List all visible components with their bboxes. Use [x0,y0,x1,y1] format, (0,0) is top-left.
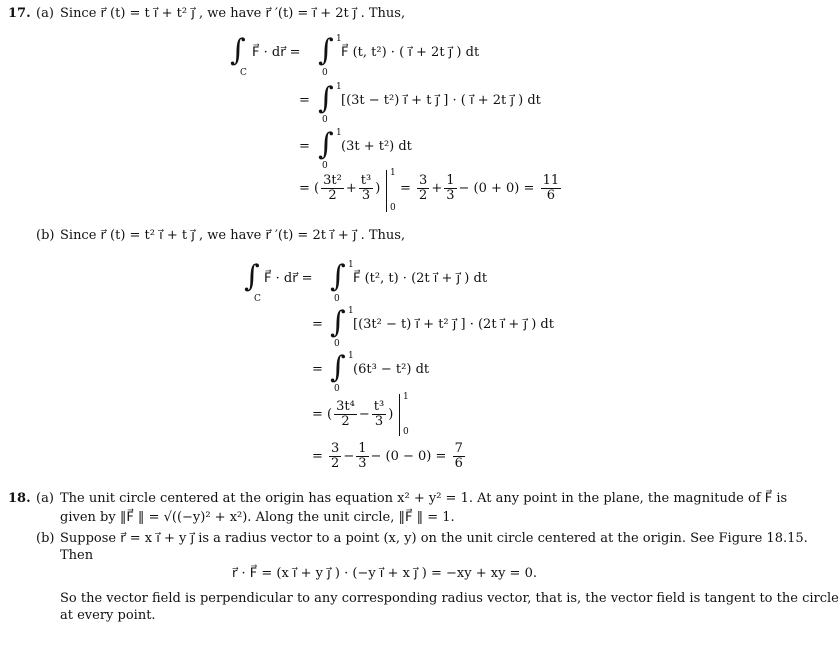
part-a-intro: Since r⃗ (t) = t i⃗ + t² j⃗ , we have r⃗ ′(t) = i⃗ + 2t j⃗ . Thus, [60,6,406,21]
part-b-lhs: F⃗ · dr⃗ = [264,271,313,286]
integral-sign: ∫ [244,259,260,294]
evaluation-bar [399,394,400,436]
integral-sign: ∫ [318,33,334,68]
upper-limit: 1 [336,128,342,138]
problem-17-number: 17. [8,6,31,21]
part-a-step-4: = ( $\frac{\text{3t²}}{2}$ + $\frac{\text{t³}}{3}$ ) [299,173,381,203]
part-a-label: (a) [36,6,54,21]
part-b-result: = $\frac{3}{2}$ − $\frac{1}{3}$ − (0 − 0) = $\frac{7}{6}$ [312,441,463,471]
part-b-step-4: = ( $\frac{\text{3t⁴}}{2}$ − $\frac{\text{t³}}{3}$ ) [312,399,394,429]
equals-sign: = [299,139,310,154]
integral-sign: ∫ [330,259,346,294]
part-b-step-2: [(3t² − t) i⃗ + t² j⃗ ] · (2t i⃗ + j⃗ ) dt [353,317,554,332]
lower-limit: 0 [334,339,340,349]
part-a-label: (a) [36,491,54,506]
problem-18-number: 18. [8,491,31,506]
p18-a-text-2: given by ‖F⃗ ‖ = √((−y)² + x²). Along the unit circle, ‖F⃗ ‖ = 1. [60,510,455,525]
part-b-step-1: F⃗ (t², t) · (2t i⃗ + j⃗ ) dt [353,271,488,286]
equals-sign: = [312,317,323,332]
lower-limit: 0 [334,384,340,394]
upper-limit: 1 [403,392,409,402]
part-b-label: (b) [36,228,55,243]
lower-limit: 0 [390,203,396,213]
contour-subscript: C [254,294,261,304]
part-a-lhs: F⃗ · dr⃗ = [252,45,301,60]
lower-limit: 0 [322,68,328,78]
integral-sign: ∫ [330,305,346,340]
part-a-step-1: F⃗ (t, t²) · ( i⃗ + 2t j⃗ ) dt [341,45,480,60]
p18-b-text-3: So the vector field is perpendicular to any corresponding radius vector, that is, the vector field is tangent to the circle [60,591,839,606]
upper-limit: 1 [390,168,396,178]
upper-limit: 1 [336,82,342,92]
part-b-intro: Since r⃗ (t) = t² i⃗ + t j⃗ , we have r⃗ ′(t) = 2t i⃗ + j⃗ . Thus, [60,228,406,243]
lower-limit: 0 [322,115,328,125]
part-a-result: = $\frac{3}{2}$ + $\frac{1}{3}$ − (0 + 0) = $\frac{11}{6}$ [400,173,560,203]
integral-sign: ∫ [230,33,246,68]
upper-limit: 1 [348,260,354,270]
part-a-step-2: [(3t − t²) i⃗ + t j⃗ ] · ( i⃗ + 2t j⃗ ) dt [341,93,541,108]
p18-a-text-1: The unit circle centered at the origin has equation x² + y² = 1. At any point in the plane, the magnitude of F⃗ is [60,491,788,506]
evaluation-bar [386,170,387,212]
upper-limit: 1 [348,306,354,316]
p18-b-text-1: Suppose r⃗ = x i⃗ + y j⃗ is a radius vector to a point (x, y) on the unit circle centered at the origin. See Figure 18.15. [60,531,808,546]
equals-sign: = [299,93,310,108]
integral-sign: ∫ [330,350,346,385]
p18-b-text-4: at every point. [60,608,156,623]
p18-b-text-2: Then [60,548,94,563]
upper-limit: 1 [348,351,354,361]
integral-sign: ∫ [318,81,334,116]
contour-subscript: C [240,68,247,78]
part-a-step-3: (3t + t²) dt [341,139,412,154]
upper-limit: 1 [336,34,342,44]
lower-limit: 0 [403,427,409,437]
p18-b-equation: r⃗ · F⃗ = (x i⃗ + y j⃗ ) · (−y i⃗ + x j⃗ ) = −xy + xy = 0. [232,566,537,581]
part-b-step-3: (6t³ − t²) dt [353,362,430,377]
lower-limit: 0 [334,294,340,304]
part-b-label: (b) [36,531,55,546]
equals-sign: = [312,362,323,377]
lower-limit: 0 [322,161,328,171]
integral-sign: ∫ [318,127,334,162]
